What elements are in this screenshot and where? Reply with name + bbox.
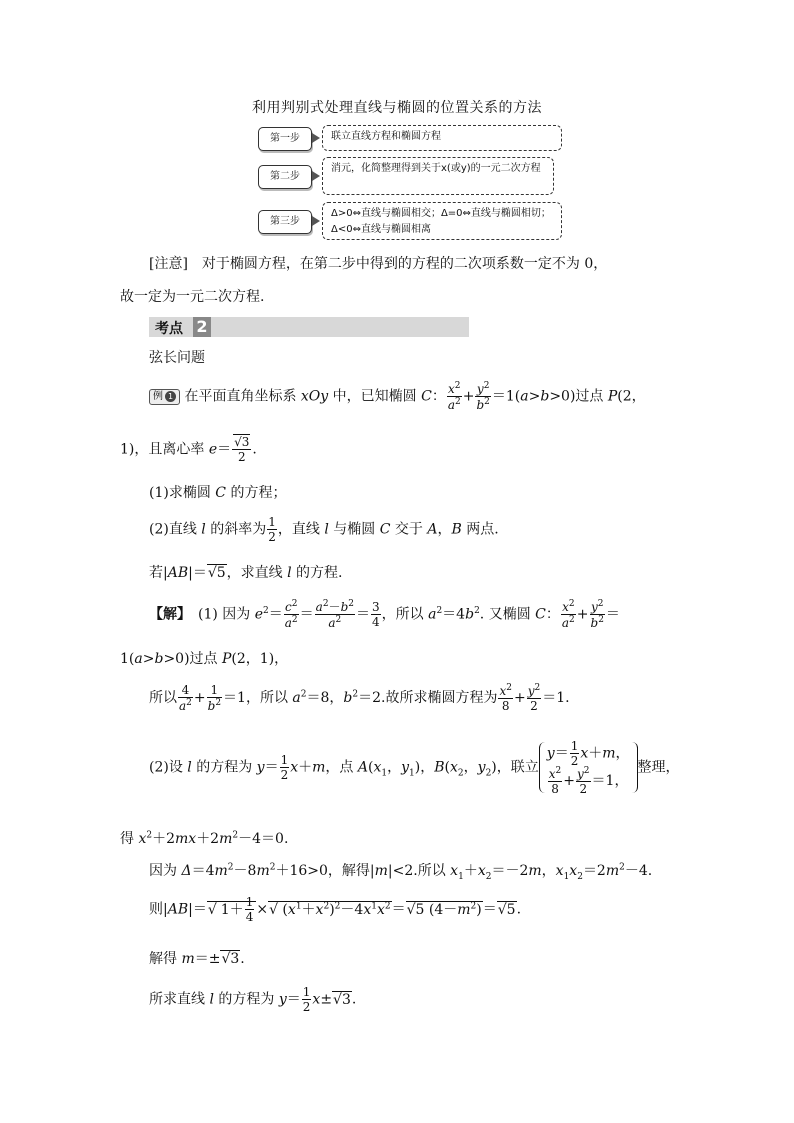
solution-line-5: 得 $x^2+2mx+2m^2-4=0$. [120, 830, 289, 847]
section-number: 2 [193, 317, 211, 337]
step-label-2: 第二步 [258, 165, 312, 189]
equation-system: y＝ $\frac{1}{2}$ x＋m， $\frac{x^2}{8}$ + $\frac{y^2}{2}$ ＝1， [539, 740, 638, 795]
solution-line-7: 则|AB|＝√ 1＋ $\frac{1}{4}$ ×√ $(x^1+x^2)^2-4x^1x^2=√5$ $(4-m^2)=√5$. [149, 895, 522, 924]
step-text-1: 联立直线方程和椭圆方程 [322, 125, 562, 151]
step-label-1: 第一步 [258, 127, 312, 151]
solution-line-4: (2)设 l 的方程为 y＝ $\frac{1}{2}$ x＋m，点 $A(x_1$，$y_1$)，$B(x_2$，$y_2$)，联立 y＝ $\frac{1}{2}$ x＋m， $\frac{x^2}{8}$ + $\frac{y^2}{2}$ ＝1， 整理， [149, 739, 680, 796]
section-header [149, 317, 469, 337]
section-label: 考点 [155, 321, 183, 337]
question-2-condition: 若|AB|＝√5，求直线 l 的方程. [149, 565, 343, 581]
arrow-icon [312, 133, 320, 143]
note-line-2: 故一定为一元二次方程. [120, 289, 265, 305]
solution-line-2: 1(a>b>0)过点 P(2，1)， [120, 651, 289, 667]
page-title: 利用判别式处理直线与椭圆的位置关系的方法 [252, 100, 542, 116]
example-line-2: 1)，且离心率 e＝ $\frac{√3}{2}$ . [120, 435, 257, 464]
solution-line-9: 所求直线 l 的方程为 y＝ $\frac{1}{2}$ x±√3. [149, 985, 357, 1014]
section-subtitle: 弦长问题 [149, 350, 205, 366]
example-badge: 例 1 [149, 389, 180, 405]
step-text-2: 消元，化简整理得到关于x(或y)的一元二次方程 [322, 157, 554, 195]
note-line-1: [注意] 对于椭圆方程，在第二步中得到的方程的二次项系数一定不为 0， [149, 256, 608, 272]
arrow-icon [312, 171, 320, 181]
step-label-3: 第三步 [258, 210, 312, 234]
solution-line-8: 解得 m＝±√3. [149, 951, 245, 967]
question-1: (1)求椭圆 C 的方程； [149, 485, 287, 501]
solution-line-6: 因为 $\Delta=4m^2-8m^2+16>0$，解得|m|<2.所以 $x_1+x_2=-2m$，$x_1x_2=2m^2-4$. [149, 862, 653, 882]
question-2: (2)直线 l 的斜率为 $\frac{1}{2}$ ，直线 l 与椭圆 C 交于 A，B 两点. [149, 515, 499, 544]
example-line-1: 例 1 在平面直角坐标系 xOy 中，已知椭圆 C： $\frac{x^2}{a^2}$ + $\frac{y^2}{b^2}$ ＝1(a>b>0)过点 P(2， [149, 382, 646, 411]
step-text-3: Δ>0⇔直线与椭圆相交；Δ=0⇔直线与椭圆相切；Δ<0⇔直线与椭圆相离 [322, 202, 562, 240]
solution-line-3: 所以 $\frac{4}{a^2}$ + $\frac{1}{b^2}$ ＝1，所以 $a^2=8$，$b^2=2$.故所求椭圆方程为 $\frac{x^2}{8}$ + $\frac{y^2}{2}$ ＝1. [149, 683, 570, 713]
solution-line-1: 【解】 (1) 因为 $e^2=$ $\frac{c^2}{a^2}$ ＝ $\frac{a^2-b^2}{a^2}$ ＝ $\frac{3}{4}$ ，所以 $a^2=4b^2$. 又椭圆 C： $\frac{x^2}{a^2}$ + $\frac{y^2}{b^2}$ ＝ [149, 599, 620, 630]
arrow-icon [312, 216, 320, 226]
